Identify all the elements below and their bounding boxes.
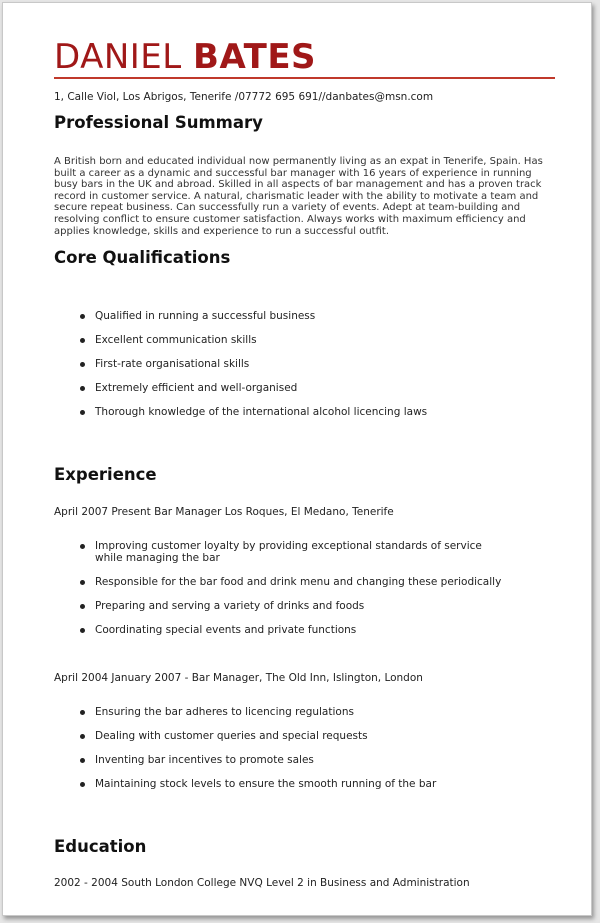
contact-info: 1, Calle Viol, Los Abrigos, Tenerife /07772 695 691//danbates@msn.com — [54, 91, 434, 103]
job-title: April 2004 January 2007 - Bar Manager, The Old Inn, Islington, London — [54, 672, 423, 684]
first-name: DANIEL — [54, 37, 182, 77]
list-item: Responsible for the bar food and drink menu and changing these periodically — [54, 577, 554, 589]
education-heading: Education — [54, 837, 147, 856]
list-item: Thorough knowledge of the international alcohol licencing laws — [54, 407, 554, 419]
list-item: Inventing bar incentives to promote sales — [54, 755, 554, 767]
list-item: Maintaining stock levels to ensure the smooth running of the bar — [54, 779, 554, 791]
header-divider — [54, 77, 555, 79]
list-item: Improving customer loyalty by providing exceptional standards of service while managing the bar — [54, 541, 554, 564]
experience-heading: Experience — [54, 465, 157, 484]
list-item: Ensuring the bar adheres to licencing regulations — [54, 707, 554, 719]
education-entry: 2002 - 2004 South London College NVQ Level 2 in Business and Administration — [54, 877, 470, 889]
qualifications-list — [54, 311, 554, 431]
qualifications-heading: Core Qualifications — [54, 248, 231, 267]
job-title: April 2007 Present Bar Manager Los Roques, El Medano, Tenerife — [54, 506, 394, 518]
last-name: BATES — [193, 37, 317, 77]
candidate-name — [54, 37, 316, 77]
resume-page — [2, 2, 592, 916]
job-duties-list — [54, 541, 554, 649]
list-item: Coordinating special events and private functions — [54, 625, 554, 637]
summary-text: A British born and educated individual now permanently living as an expat in Tenerife, Spain. Has built a career as a dynamic and successful bar manager with 16 years of experience in running busy bars in the UK and abroad. Skilled in all aspects of bar management and has a proven track record in customer service. A natural, charismatic leader with the ability to motivate a team and secure repeat business. Can successfully run a variety of events. Adept at team-building and resolving conflict to ensure customer satisfaction. Always works with maximum efficiency and applies knowledge, skills and experience to run a successful outfit. — [54, 156, 543, 237]
list-item: First-rate organisational skills — [54, 359, 554, 371]
list-item: Excellent communication skills — [54, 335, 554, 347]
summary-heading: Professional Summary — [54, 113, 263, 132]
list-item: Dealing with customer queries and special requests — [54, 731, 554, 743]
list-item: Preparing and serving a variety of drinks and foods — [54, 601, 554, 613]
list-item: Qualified in running a successful business — [54, 311, 554, 323]
job-duties-list — [54, 707, 554, 803]
list-item: Extremely efficient and well-organised — [54, 383, 554, 395]
